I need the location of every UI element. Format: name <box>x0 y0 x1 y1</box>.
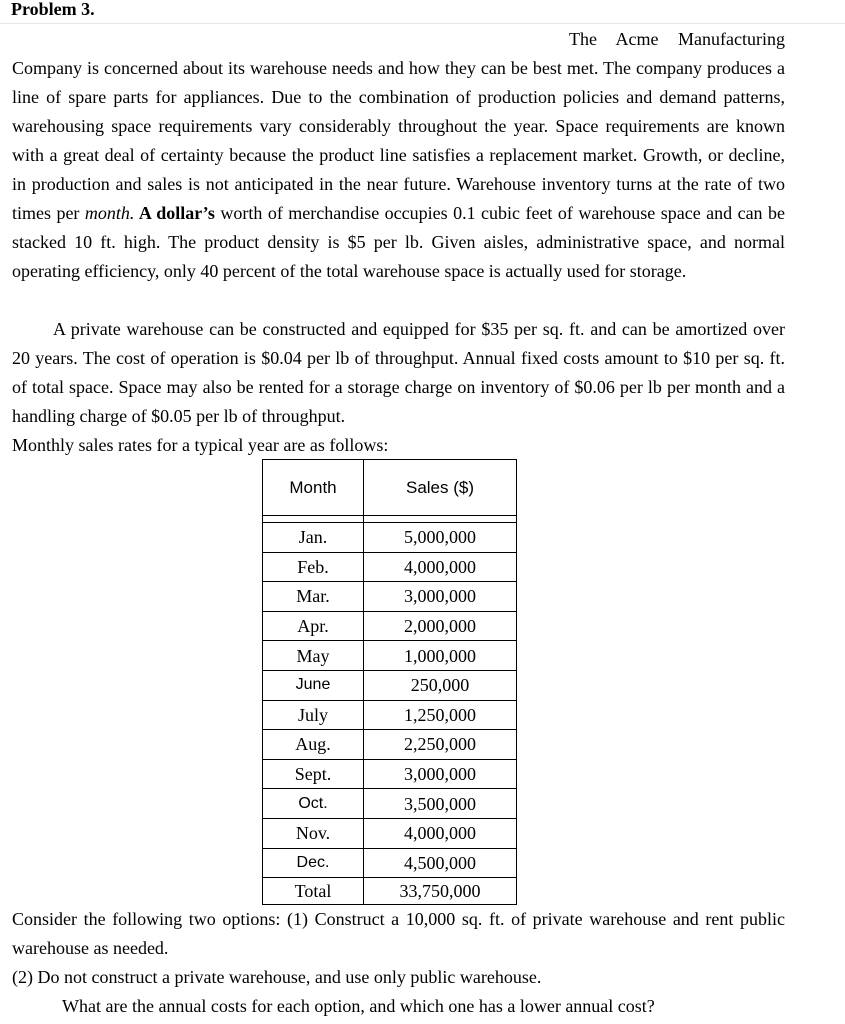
month-cell: May <box>263 641 364 671</box>
sales-cell: 4,000,000 <box>364 552 517 582</box>
sales-cell: 3,000,000 <box>364 759 517 789</box>
cost-paragraph: A private warehouse can be constructed and equipped for $35 per sq. ft. and can be amortized over 20 years. The cost of operation is $0.04 per lb of throughput. Annual fixed costs amount to $10 per sq. ft. of total space. Space may also be rented for a storage charge on inventory of $0.06 per lb per month and a handling charge of $0.05 per lb of throughput. <box>12 319 785 426</box>
table-row <box>263 848 517 878</box>
intro-text-2: worth of merchandise occupies 0.1 cubic feet of warehouse space and can be stacked 10 ft. high. The product density is $5 per lb. Given aisles, administrative space, and normal operating efficiency, only 40 percent of the total warehouse space is actually used for storage. <box>12 203 785 281</box>
sales-cell: 2,250,000 <box>364 730 517 760</box>
option-1-text: Consider the following two options: (1) Construct a 10,000 sq. ft. of private warehouse and rent public warehouse as needed. <box>12 909 785 958</box>
table-row <box>263 611 517 641</box>
total-value: 33,750,000 <box>364 878 517 905</box>
table-row <box>263 730 517 760</box>
table-header-row <box>263 460 517 516</box>
sales-cell: 250,000 <box>364 670 517 700</box>
problem-title: Problem 3. <box>11 0 95 19</box>
total-label: Total <box>263 878 364 905</box>
table-row <box>263 523 517 553</box>
sales-cell: 1,250,000 <box>364 700 517 730</box>
monthly-sales-table <box>262 459 517 905</box>
header-sales: Sales ($) <box>364 460 517 516</box>
intro-bold-text: A dollar’s <box>134 203 215 223</box>
month-cell: Apr. <box>263 611 364 641</box>
month-cell: Nov. <box>263 818 364 848</box>
sales-cell: 5,000,000 <box>364 523 517 553</box>
sales-cell: 1,000,000 <box>364 641 517 671</box>
sales-cell: 3,500,000 <box>364 789 517 819</box>
sales-cell: 2,000,000 <box>364 611 517 641</box>
month-cell: Sept. <box>263 759 364 789</box>
table-row <box>263 552 517 582</box>
table-row <box>263 670 517 700</box>
month-cell: Mar. <box>263 582 364 612</box>
table-row <box>263 759 517 789</box>
sales-cell: 4,500,000 <box>364 848 517 878</box>
month-cell: Aug. <box>263 730 364 760</box>
table-row <box>263 789 517 819</box>
intro-paragraph <box>12 25 785 286</box>
table-row <box>263 818 517 848</box>
month-cell: June <box>263 670 364 700</box>
header-month: Month <box>263 460 364 516</box>
table-row <box>263 641 517 671</box>
sales-cell: 4,000,000 <box>364 818 517 848</box>
table-row <box>263 582 517 612</box>
table-lead-in: Monthly sales rates for a typical year are as follows: <box>12 435 389 455</box>
month-cell: Oct. <box>263 789 364 819</box>
month-cell: Dec. <box>263 848 364 878</box>
intro-italic-text: month. <box>84 203 135 223</box>
intro-text-1: The Acme Manufacturing Company is concerned about its warehouse needs and how they can be best met. The company produces a line of spare parts for appliances. Due to the combination of production policies and demand patterns, warehousing space requirements vary considerably throughout the year. Space requirements are known with a great deal of certainty because the product line satisfies a replacement market. Growth, or decline, in production and sales is not anticipated in the near future. Warehouse inventory turns at the rate of two times per <box>12 29 785 223</box>
header-gap <box>263 516 517 523</box>
title-divider <box>0 23 845 24</box>
sales-cell: 3,000,000 <box>364 582 517 612</box>
month-cell: Feb. <box>263 552 364 582</box>
question-text: What are the annual costs for each option, and which one has a lower annual cost? <box>62 996 655 1016</box>
table-total-row <box>263 878 517 905</box>
option-2-text: (2) Do not construct a private warehouse, and use only public warehouse. <box>12 967 542 987</box>
month-cell: July <box>263 700 364 730</box>
month-cell: Jan. <box>263 523 364 553</box>
table-row <box>263 700 517 730</box>
